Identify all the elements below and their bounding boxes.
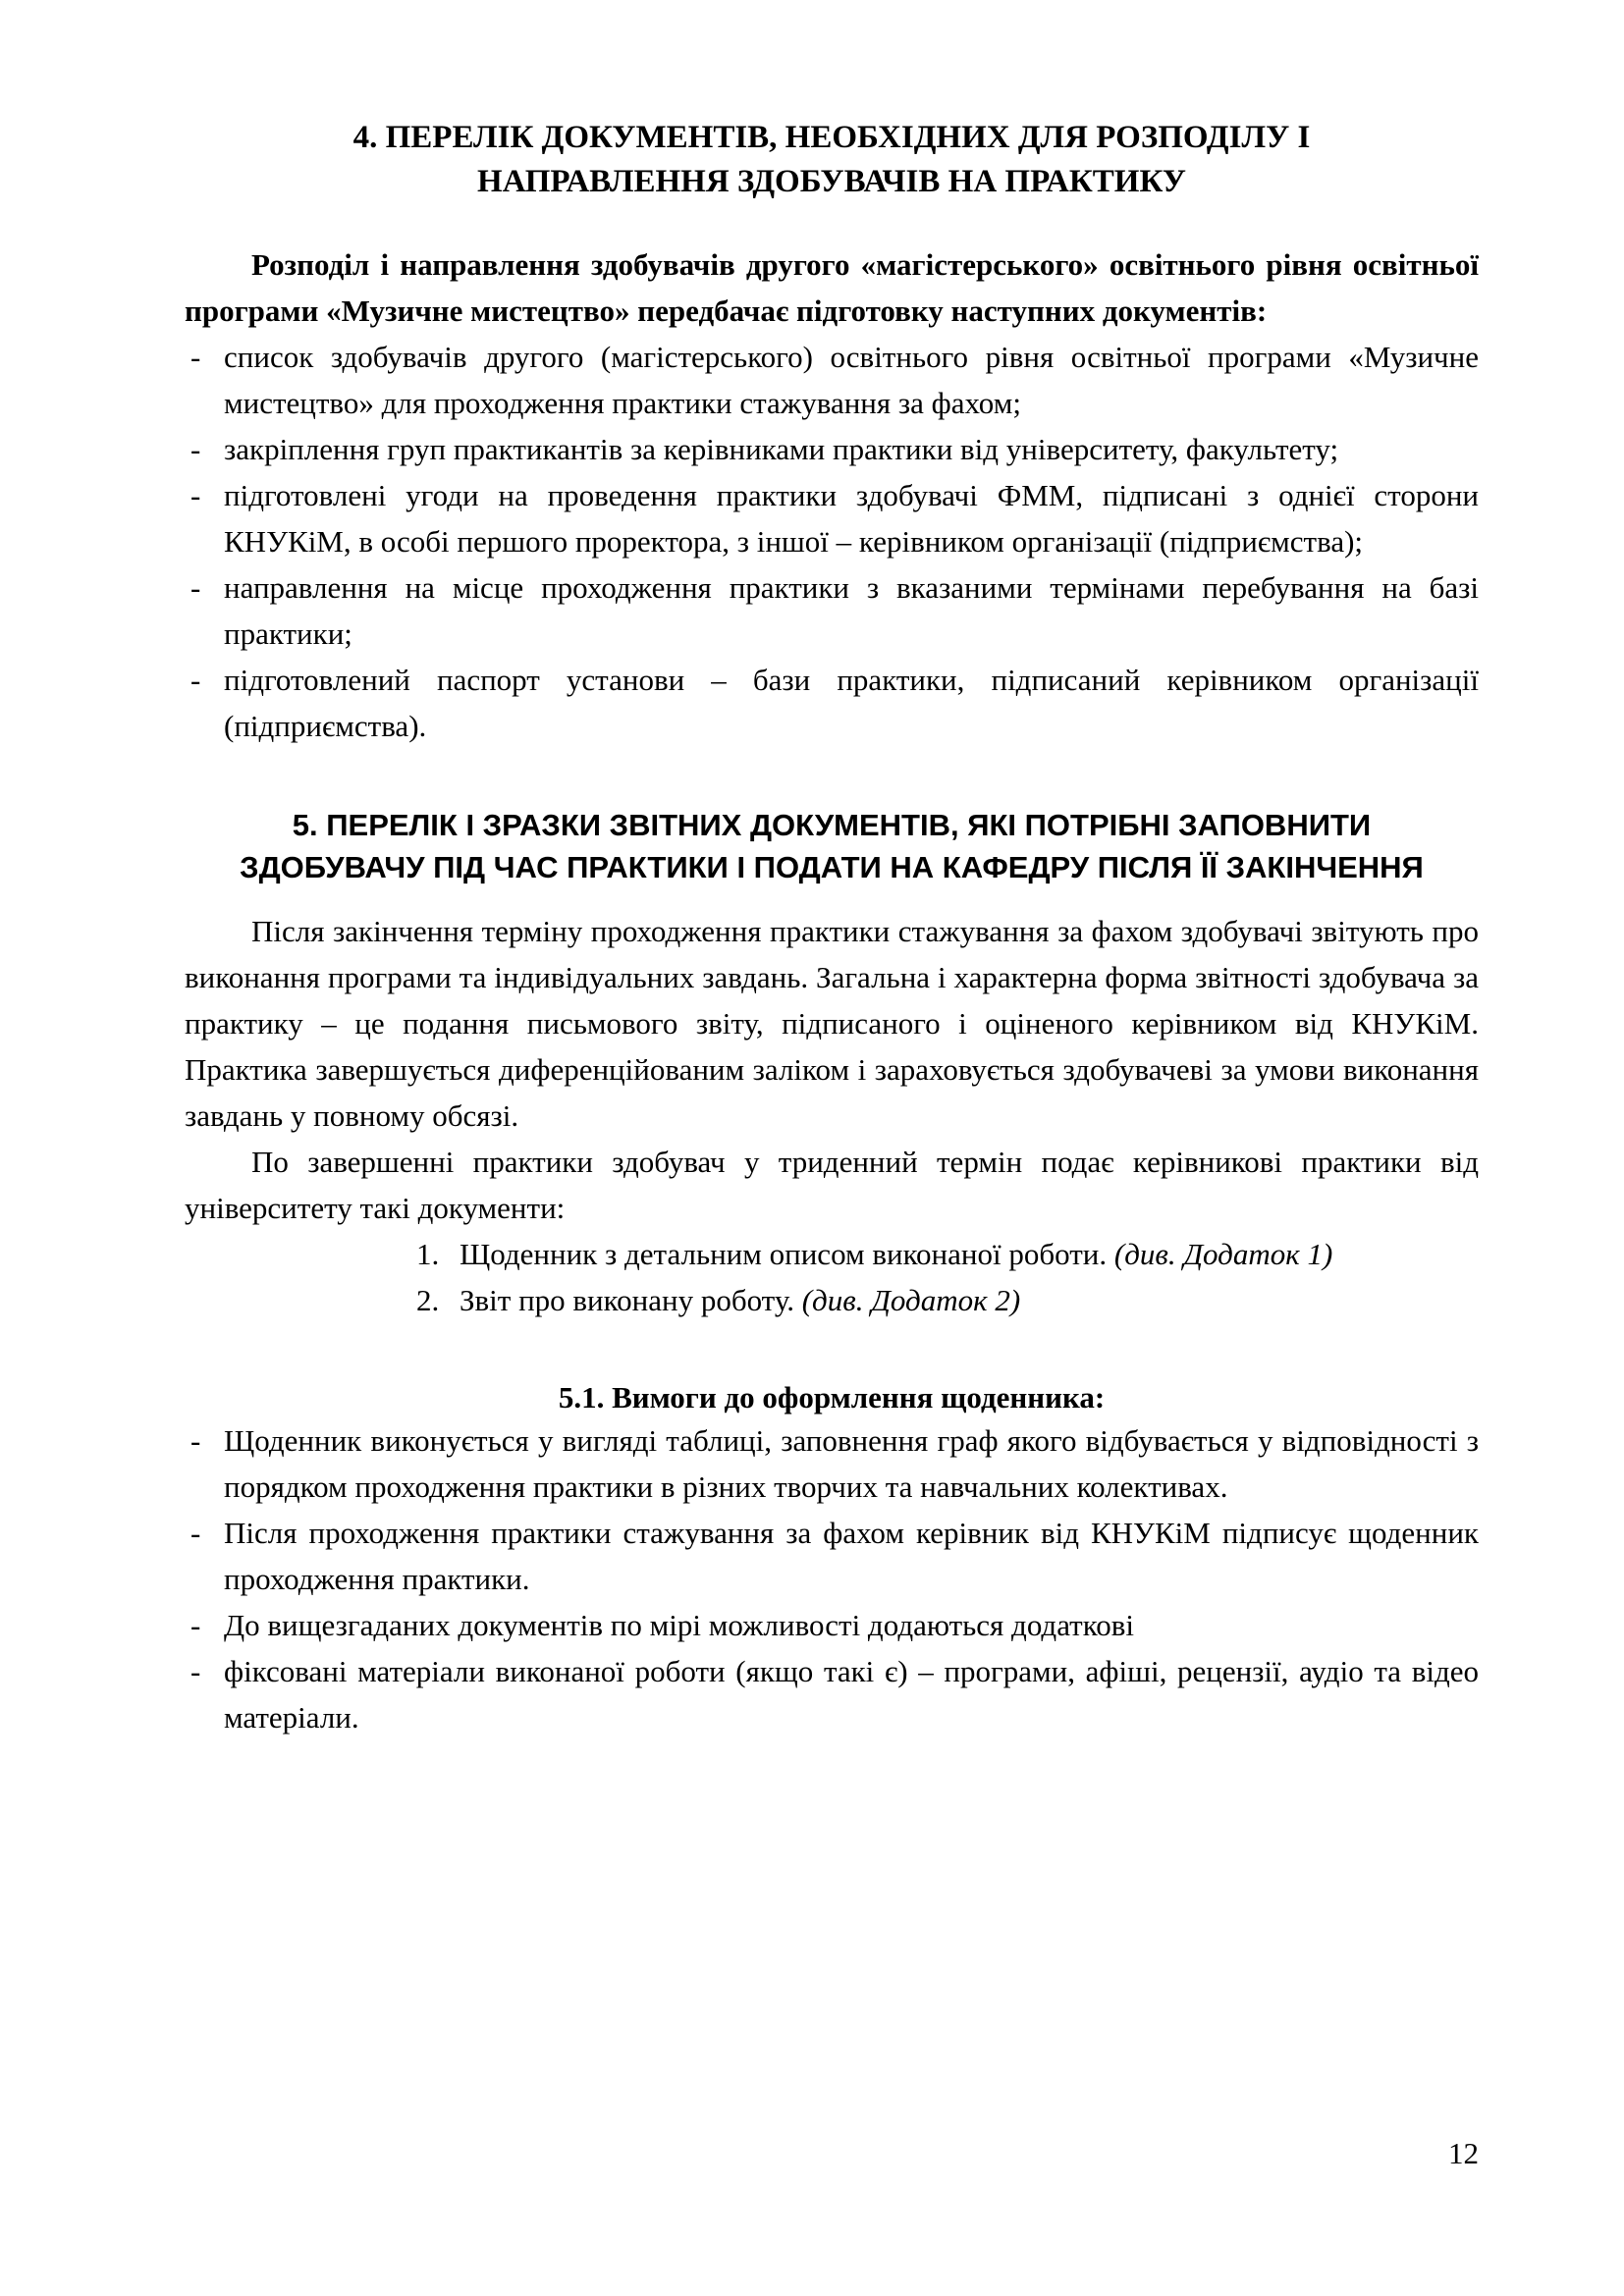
list-item-text: закріплення груп практикантів за керівниками практики від університету, факультету;: [224, 432, 1339, 466]
list-item-text: Щоденник з детальним описом виконаної роботи.: [460, 1237, 1114, 1271]
list-item-text: направлення на місце проходження практики з вказаними термінами перебування на базі практики;: [224, 570, 1479, 651]
list-item-text: список здобувачів другого (магістерського) освітнього рівня освітньої програми «Музичне мистецтво» для проходження практики стажування за фахом;: [224, 340, 1479, 420]
spacer: [185, 888, 1479, 908]
list-item: [185, 1510, 1479, 1602]
spacer: [185, 204, 1479, 241]
list-item: [185, 564, 1479, 657]
dash-bullet-icon: -: [190, 570, 201, 605]
dash-bullet-icon: -: [190, 1516, 201, 1550]
list-item-number: 2.: [416, 1283, 440, 1317]
numbered-list-item: [416, 1277, 1479, 1323]
list-item: [185, 1417, 1479, 1510]
list-item-text: Звіт про виконану роботу.: [460, 1283, 802, 1317]
list-item-text: Щоденник виконується у вигляді таблиці, заповнення граф якого відбувається у відповідності з порядком проходження практики в різних творчих та навчальних колективах.: [224, 1423, 1479, 1504]
list-item-text: фіксовані матеріали виконаної роботи (якщо такі є) – програми, афіші, рецензії, аудіо та відео матеріали.: [224, 1654, 1479, 1735]
list-item-number: 1.: [416, 1237, 440, 1271]
dash-bullet-icon: -: [190, 663, 201, 697]
list-item: [185, 426, 1479, 472]
list-item-text: Після проходження практики стажування за фахом керівник від КНУКіМ підписує щоденник проходження практики.: [224, 1516, 1479, 1596]
list-item: [185, 657, 1479, 749]
list-item-text: підготовлені угоди на проведення практики здобувачі ФММ, підписані з однієї сторони КНУКіМ, в особі першого проректора, з іншої – керівником організації (підприємства);: [224, 478, 1479, 559]
spacer: [185, 749, 1479, 804]
list-item: [185, 472, 1479, 564]
dash-bullet-icon: -: [190, 478, 201, 512]
dash-bullet-icon: -: [190, 340, 201, 374]
section-5-report-documents-list: [185, 1231, 1479, 1323]
section-4-intro-paragraph: Розподіл і направлення здобувачів другого «магістерського» освітнього рівня освітньої програми «Музичне мистецтво» передбачає підготовку наступних документів:: [185, 247, 1479, 328]
list-item: [185, 1602, 1479, 1648]
list-item: [185, 334, 1479, 426]
section-4-document-list: [185, 334, 1479, 749]
page-number: 12: [1448, 2136, 1479, 2170]
section-5-paragraph-2: По завершенні практики здобувач у триденний термін подає керівникові практики від університету такі документи:: [185, 1145, 1479, 1225]
section-5-1-heading: 5.1. Вимоги до оформлення щоденника:: [558, 1380, 1106, 1415]
spacer: [185, 1323, 1479, 1378]
list-item-text: До вищезгаданих документів по мірі можливості додаються додаткові: [224, 1608, 1134, 1642]
list-item-text: підготовлений паспорт установи – бази практики, підписаний керівником організації (підприємства).: [224, 663, 1479, 743]
dash-bullet-icon: -: [190, 1654, 201, 1688]
section-5-paragraph-1: Після закінчення терміну проходження практики стажування за фахом здобувачі звітують про виконання програми та індивідуальних завдань. Загальна і характерна форма звітності здобувача за практику – це подання письмового звіту, підписаного і оціненого керівником від КНУКіМ. Практика завершується диференційованим заліком і зараховується здобувачеві за умови виконання завдань у повному обсязі.: [185, 914, 1479, 1133]
section-5-heading: 5. ПЕРЕЛІК І ЗРАЗКИ ЗВІТНИХ ДОКУМЕНТІВ, ЯКІ ПОТРІБНІ ЗАПОВНИТИ ЗДОБУВАЧУ ПІД ЧАС ПРАКТИКИ І ПОДАТИ НА КАФЕДРУ ПІСЛЯ ЇЇ ЗАКІНЧЕННЯ: [240, 808, 1424, 884]
section-5-1-requirements-list: [185, 1417, 1479, 1740]
dash-bullet-icon: -: [190, 1608, 201, 1642]
page-content: [185, 116, 1479, 1740]
numbered-list-item: [416, 1231, 1479, 1277]
list-item: [185, 1648, 1479, 1740]
dash-bullet-icon: -: [190, 1423, 201, 1458]
list-item-annex-note: (див. Додаток 2): [801, 1283, 1021, 1317]
section-4-heading: 4. ПЕРЕЛІК ДОКУМЕНТІВ, НЕОБХІДНИХ ДЛЯ РОЗПОДІЛУ І НАПРАВЛЕННЯ ЗДОБУВАЧІВ НА ПРАКТИКУ: [352, 120, 1311, 199]
list-item-annex-note: (див. Додаток 1): [1113, 1237, 1333, 1271]
dash-bullet-icon: -: [190, 432, 201, 466]
